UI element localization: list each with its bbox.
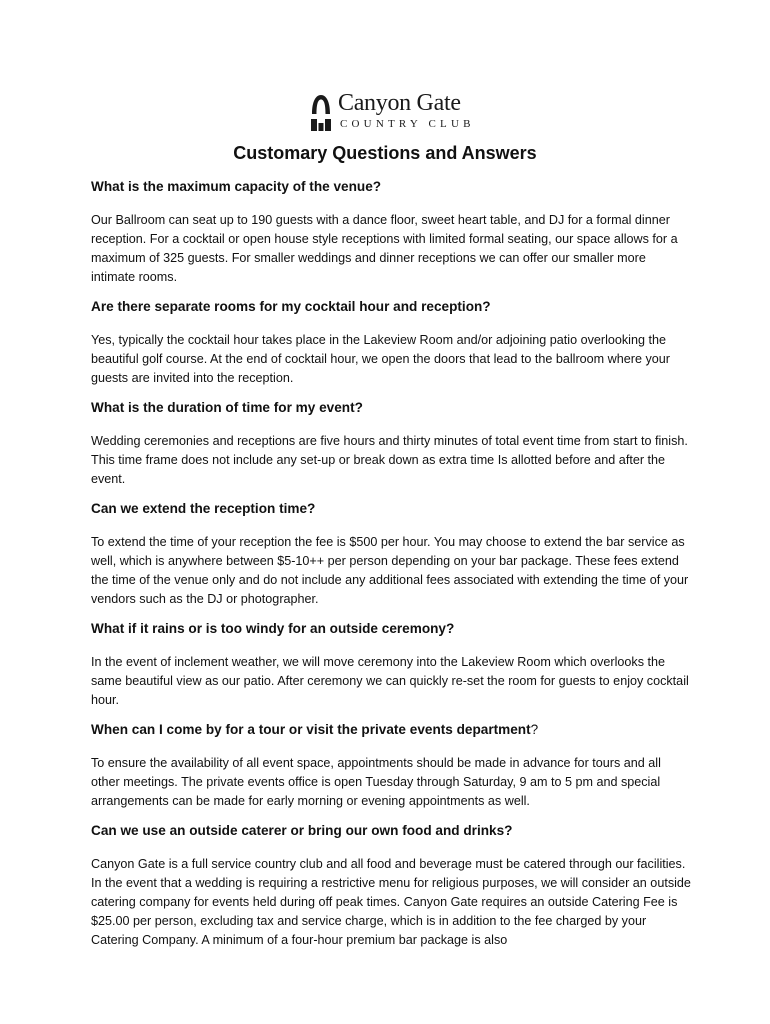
faq-answer-duration: Wedding ceremonies and receptions are five hours and thirty minutes of total event time from start to finish. This time frame does not include any set-up or break down as extra time Is allotted before and after the event.	[91, 434, 688, 486]
faq-question-duration: What is the duration of time for my event?	[91, 400, 363, 415]
faq-question-tour: When can I come by for a tour or visit the private events department?	[91, 722, 539, 737]
faq-question-capacity: What is the maximum capacity of the venue?	[91, 179, 382, 194]
club-logo	[309, 90, 475, 132]
logo-subtitle: COUNTRY CLUB	[340, 118, 475, 130]
faq-question-outside-caterer: Can we use an outside caterer or bring our own food and drinks?	[91, 823, 513, 838]
faq-answer-capacity: Our Ballroom can seat up to 190 guests with a dance floor, sweet heart table, and DJ for a formal dinner reception. For a cocktail or open house style receptions with limited formal seating, our space allows for a maximum of 325 guests. For smaller weddings and dinner receptions we can offer our smaller more intimate rooms.	[91, 213, 678, 284]
faq-question-rain: What if it rains or is too windy for an outside ceremony?	[91, 621, 455, 636]
faq-question-separate-rooms: Are there separate rooms for my cocktail hour and reception?	[91, 299, 491, 314]
faq-answer-tour: To ensure the availability of all event space, appointments should be made in advance for tours and all other meetings. The private events office is open Tuesday through Saturday, 9 am to 5 pm and special arrangements can be made for early morning or evening appointments as well.	[91, 756, 661, 808]
faq-answer-outside-caterer: Canyon Gate is a full service country club and all food and beverage must be catered through our facilities. In the event that a wedding is requiring a restrictive menu for religious purposes, we will consider an outside catering company for events held during off peak times. Canyon Gate requires an outside Catering Fee is $25.00 per person, excluding tax and service charge, which is in addition to the fee charged by your Catering Company. A minimum of a four-hour premium bar package is also	[91, 857, 691, 947]
logo-name: Canyon Gate	[338, 90, 461, 116]
canyon-gate-arch-icon	[309, 92, 333, 132]
page-title: Customary Questions and Answers	[233, 143, 537, 163]
faq-list	[91, 178, 691, 961]
question-mark: ?	[530, 722, 539, 737]
faq-answer-separate-rooms: Yes, typically the cocktail hour takes place in the Lakeview Room and/or adjoining patio overlooking the beautiful golf course. At the end of cocktail hour, we open the doors that lead to the ballroom where your guests are invited into the reception.	[91, 333, 670, 385]
faq-question-extend-time: Can we extend the reception time?	[91, 501, 316, 516]
faq-answer-rain: In the event of inclement weather, we will move ceremony into the Lakeview Room which overlooks the same beautiful view as our patio. After ceremony we can quickly re-set the room for guests to enjoy cocktail hour.	[91, 655, 689, 707]
faq-answer-extend-time: To extend the time of your reception the fee is $500 per hour. You may choose to extend the bar service as well, which is anywhere between $5-10++ per person depending on your bar package. These fees extend the time of the venue only and do not include any additional fees associated with extending the time of your vendors such as the DJ or photographer.	[91, 535, 689, 606]
